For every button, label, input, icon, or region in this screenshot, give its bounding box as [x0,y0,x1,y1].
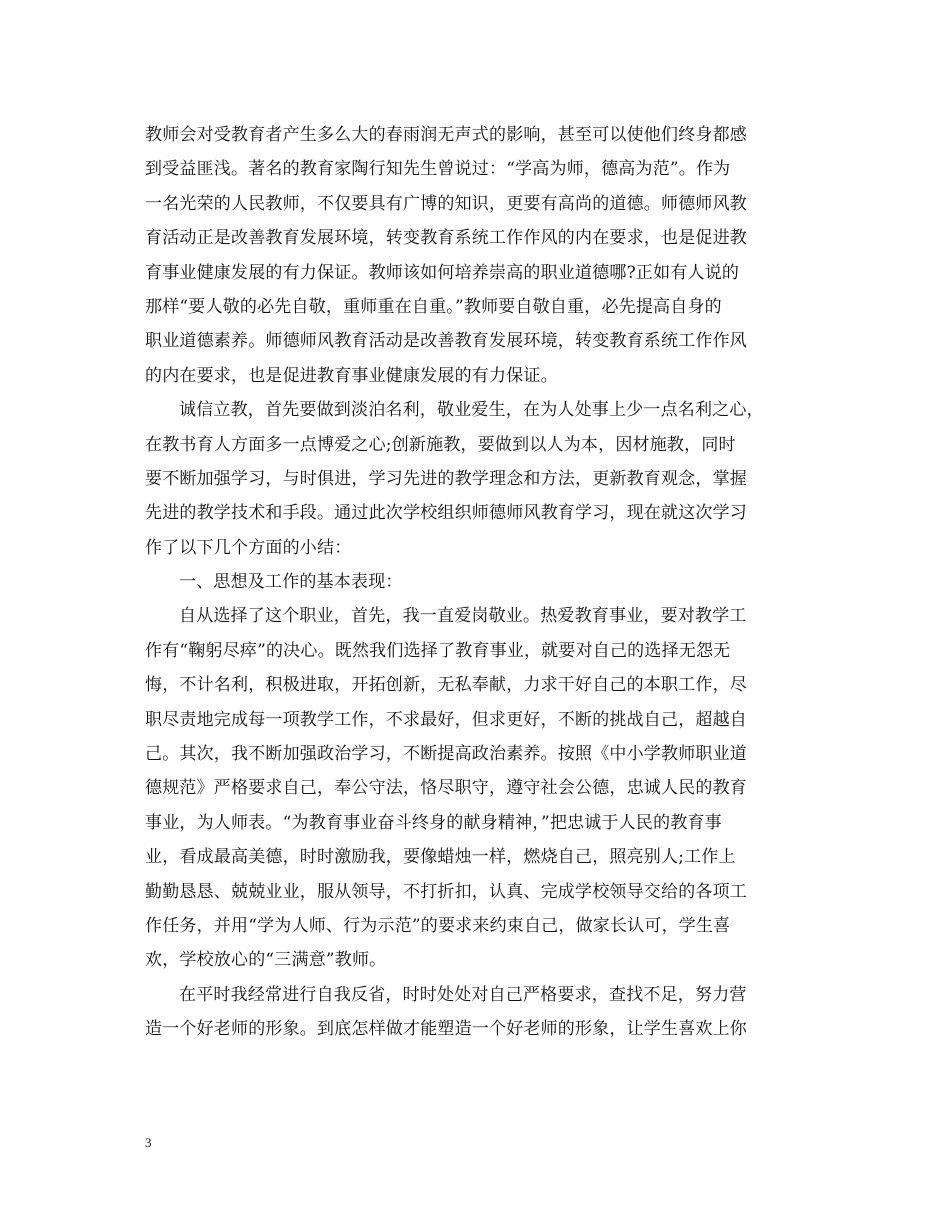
text-line: 一、思想及工作的基本表现： [179,572,403,593]
text-line: 的内在要求，也是促进教育事业健康发展的有力保证。 [145,365,558,386]
text-line: 诚信立教，首先要做到淡泊名利，敬业爱生，在为人处事上少一点名利之心， [179,400,764,421]
text-line: 作任务，并用“学为人师、行为示范”的要求来约束自己，做家长认可，学生喜 [145,915,731,936]
text-line: 悔，不计名利，积极进取，开拓创新，无私奉献，力求干好自己的本职工作，尽 [145,675,747,696]
text-line: 在教书育人方面多一点博爱之心;创新施教，要做到以人为本，因材施教，同时 [145,434,736,455]
text-line: 业，看成最高美德，时时激励我，要像蜡烛一样，燃烧自己，照亮别人;工作上 [145,847,736,868]
text-line: 要不断加强学习，与时俱进，学习先进的教学理念和方法，更新教育观念，掌握 [145,468,747,489]
text-line: 作了以下几个方面的小结： [145,537,352,558]
text-line: 作有“鞠躬尽瘁”的决心。既然我们选择了教育事业，就要对自己的选择无怨无 [145,640,731,661]
text-line: 自从选择了这个职业，首先，我一直爱岗敬业。热爱教育事业，要对教学工 [179,606,747,627]
text-line: 己。其次，我不断加强政治学习，不断提高政治素养。按照《中小学教师职业道 [145,744,747,765]
text-line: 育事业健康发展的有力保证。教师该如何培养崇高的职业道德哪?正如有人说的 [145,262,740,283]
text-line: 事业，为人师表。“为教育事业奋斗终身的献身精神，”把忠诚于人民的教育事 [145,812,722,833]
text-line: 勤勤恳恳、兢兢业业，服从领导，不打折扣，认真、完成学校领导交给的各项工 [145,881,747,902]
text-line: 教师会对受教育者产生多么大的春雨润无声式的影响，甚至可以使他们终身都感 [145,125,747,145]
text-line: 在平时我经常进行自我反省，时时处处对自己严格要求，查找不足，努力营 [179,984,747,1005]
text-line: 育活动正是改善教育发展环境，转变教育系统工作作风的内在要求，也是促进教 [145,228,747,249]
body-text [145,118,805,1047]
text-line: 欢，学校放心的“三满意”教师。 [145,950,387,971]
page-number: 3 [145,1135,152,1150]
text-line: 造一个好老师的形象。到底怎样做才能塑造一个好老师的形象，让学生喜欢上你 [145,1019,747,1040]
text-line: 职业道德素养。师德师风教育活动是改善教育发展环境，转变教育系统工作作风 [145,331,747,352]
text-line: 先进的教学技术和手段。通过此次学校组织师德师风教育学习，现在就这次学习 [145,503,747,524]
text-line: 一名光荣的人民教师，不仅要具有广博的知识，更要有高尚的道德。师德师风教 [145,193,747,214]
text-line: 德规范》严格要求自己，奉公守法，恪尽职守，遵守社会公德，忠诚人民的教育 [145,778,747,799]
text-line: 那样“要人敬的必先自敬，重师重在自重。”教师要自敬自重，必先提高自身的 [145,296,722,317]
text-line: 到受益匪浅。著名的教育家陶行知先生曾说过：“学高为师，德高为范”。作为 [145,159,731,180]
text-line: 职尽责地完成每一项教学工作，不求最好，但求更好，不断的挑战自己，超越自 [145,709,747,730]
